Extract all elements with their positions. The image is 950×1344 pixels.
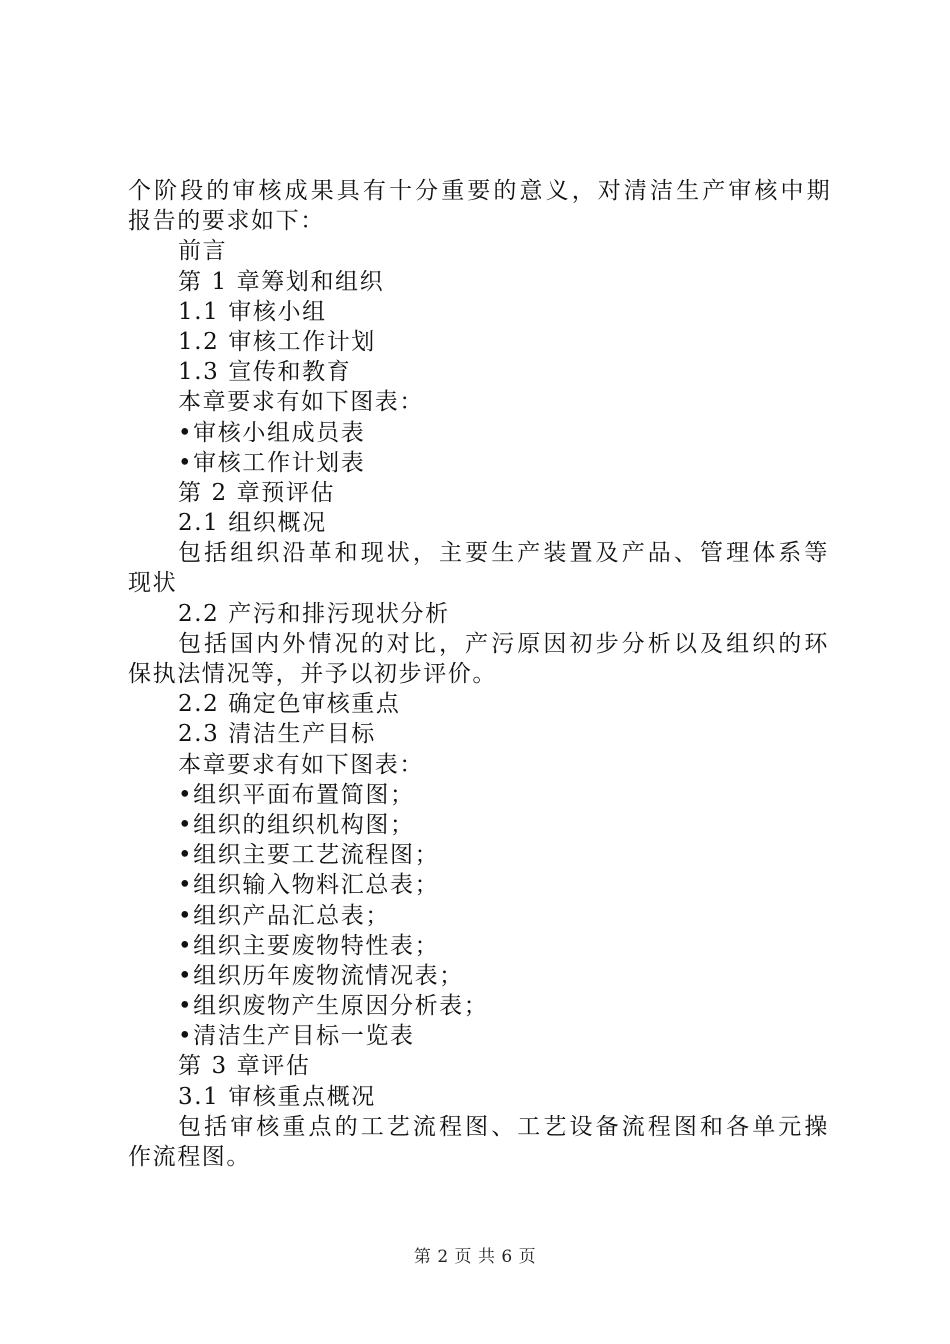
bullet-item: •组织输入物料汇总表； — [178, 872, 440, 899]
bullet-item: •组织主要废物特性表； — [178, 932, 440, 959]
chapter-heading: 第 1 章筹划和组织 — [178, 268, 385, 295]
paragraph-line: 包括国内外情况的对比，产污原因初步分析以及组织的环 — [178, 630, 831, 657]
bullet-item: •组织的组织机构图； — [178, 811, 415, 838]
bullet-item: •组织历年废物流情况表； — [178, 962, 464, 989]
bullet-item: •清洁生产目标一览表 — [178, 1023, 415, 1050]
paragraph-line: 个阶段的审核成果具有十分重要的意义，对清洁生产审核中期 — [128, 178, 833, 204]
bullet-item: •组织废物产生原因分析表； — [178, 993, 489, 1020]
chapter-heading: 第 3 章评估 — [178, 1053, 311, 1080]
section-heading: 2.3 清洁生产目标 — [178, 721, 376, 748]
paragraph-line: 保执法情况等，并予以初步评价。 — [128, 661, 497, 687]
heading-preface: 前言 — [178, 238, 228, 265]
chapter-heading: 第 2 章预评估 — [178, 479, 336, 506]
paragraph-line: 包括组织沿革和现状，主要生产装置及产品、管理体系等 — [178, 540, 831, 567]
section-heading: 1.3 宣传和教育 — [178, 359, 352, 386]
section-heading: 1.1 审核小组 — [178, 298, 327, 325]
bullet-item: •审核工作计划表 — [178, 449, 366, 476]
bullet-item: •组织主要工艺流程图； — [178, 842, 440, 869]
paragraph-line: 包括审核重点的工艺流程图、工艺设备流程图和各单元操 — [178, 1113, 831, 1140]
document-body — [128, 176, 832, 1172]
page-number-label: 第 2 页 共 6 页 — [413, 1247, 537, 1267]
paragraph-line: 作流程图。 — [128, 1144, 251, 1170]
bullet-item: •审核小组成员表 — [178, 419, 366, 446]
chart-requirement-label: 本章要求有如下图表： — [178, 389, 424, 416]
chart-requirement-label: 本章要求有如下图表： — [178, 751, 424, 778]
section-heading: 1.2 审核工作计划 — [178, 328, 376, 355]
section-heading: 2.2 确定色审核重点 — [178, 691, 401, 718]
page-footer — [0, 1242, 950, 1267]
section-heading: 2.2 产污和排污现状分析 — [178, 600, 450, 627]
paragraph-line: 报告的要求如下： — [128, 208, 325, 235]
section-heading: 2.1 组织概况 — [178, 510, 327, 537]
bullet-item: •组织平面布置简图； — [178, 781, 415, 808]
section-heading: 3.1 审核重点概况 — [178, 1083, 376, 1110]
paragraph-line: 现状 — [128, 570, 178, 597]
bullet-item: •组织产品汇总表； — [178, 902, 390, 929]
